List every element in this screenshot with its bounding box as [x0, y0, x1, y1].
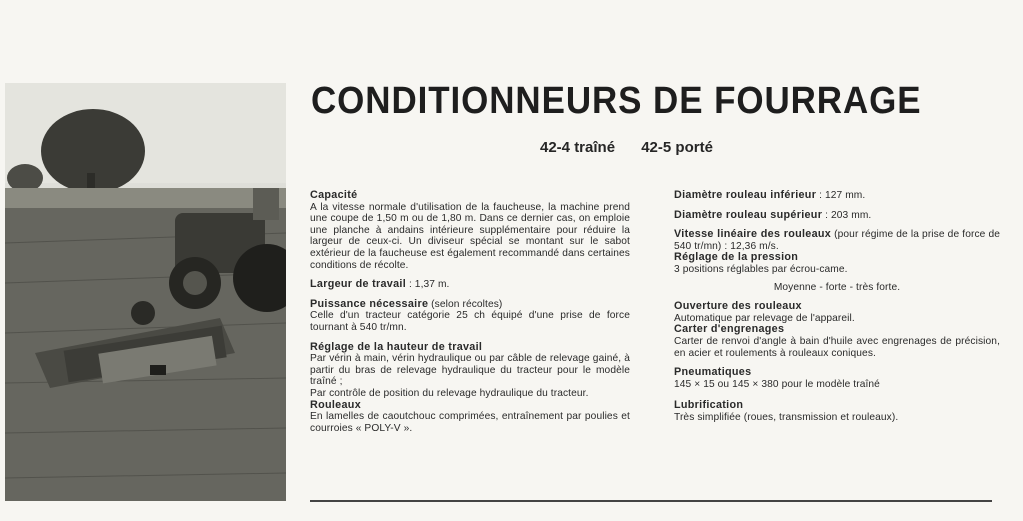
model-subtitle — [540, 139, 735, 156]
bottom-divider — [310, 500, 992, 502]
upper-roller-value: : 203 mm. — [822, 209, 872, 221]
roller-speed-section — [674, 229, 1000, 293]
pressure-heading: Réglage de la pression — [674, 251, 799, 264]
capacity-section — [310, 190, 630, 271]
height-adjust-section — [310, 342, 630, 435]
height-adjust-heading: Réglage de la hauteur de travail — [310, 340, 483, 353]
tyres-heading: Pneumatiques — [674, 366, 752, 379]
width-value: : 1,37 m. — [406, 279, 450, 291]
tractor-photo-icon — [5, 83, 286, 501]
width-section — [310, 279, 630, 291]
tyres-text: 145 × 15 ou 145 × 380 pour le modèle traîné — [674, 378, 880, 390]
pressure-text: 3 positions réglables par écrou-came. — [674, 263, 848, 275]
tyres-section — [674, 367, 1000, 390]
roller-speed-label: Vitesse linéaire des rouleaux — [674, 228, 832, 241]
left-column — [310, 190, 630, 442]
roller-opening-section — [674, 301, 1000, 359]
rollers-heading: Rouleaux — [310, 398, 361, 411]
lower-roller-diameter — [674, 190, 1000, 202]
right-column — [674, 190, 1000, 432]
lower-roller-label: Diamètre rouleau inférieur — [674, 189, 817, 201]
gearbox-heading: Carter d'engrenages — [674, 323, 785, 336]
power-note: (selon récoltes) — [428, 298, 503, 310]
model-trailed: 42-4 traîné — [540, 139, 616, 156]
upper-roller-label: Diamètre rouleau supérieur — [674, 208, 823, 221]
roller-speed-text: (pour régime de la prise de force de 540 tr/mn) : 12,36 m/s. — [674, 229, 1000, 252]
power-section — [310, 299, 630, 334]
roller-opening-heading: Ouverture des rouleaux — [674, 300, 802, 313]
power-label: Puissance nécessaire — [310, 297, 429, 310]
height-adjust-text-2: Par contrôle de position du relevage hydraulique du tracteur. — [310, 387, 589, 399]
model-mounted: 42-5 porté — [641, 139, 713, 156]
capacity-heading: Capacité — [310, 189, 358, 201]
width-label: Largeur de travail — [310, 278, 407, 291]
lubrication-section — [674, 400, 1000, 423]
gearbox-text: Carter de renvoi d'angle à bain d'huile avec engrenages de précision, en acier et roulements à rouleaux coniques. — [674, 335, 1000, 359]
power-text: Celle d'un tracteur catégorie 25 ch équipé d'une prise de force tournant à 540 tr/mn. — [310, 310, 630, 333]
rollers-text: En lamelles de caoutchouc comprimées, entraînement par poulies et courroies « POLY-V ». — [310, 411, 630, 434]
pressure-options: Moyenne - forte - très forte. — [773, 281, 901, 293]
roller-opening-text: Automatique par relevage de l'appareil. — [674, 312, 855, 324]
height-adjust-text-1: Par vérin à main, vérin hydraulique ou par câble de relevage gainé, à partir du bras de relevage hydraulique du tracteur pour le modèle traîné ; — [310, 353, 630, 388]
lubrication-text: Très simplifiée (roues, transmission et rouleaux). — [674, 411, 899, 423]
page-title: CONDITIONNEURS DE FOURRAGE — [311, 80, 922, 122]
tractor-photo — [5, 83, 286, 501]
lubrication-heading: Lubrification — [674, 399, 744, 412]
upper-roller-diameter — [674, 210, 1000, 222]
lower-roller-value: : 127 mm. — [816, 190, 866, 201]
capacity-text: A la vitesse normale d'utilisation de la faucheuse, la machine prend une coupe de 1,50 m ou de 1,80 m. Dans ce dernier cas, on emploie une planche à andains intérieure supplémentaire pour réduire la largeur de ceux-ci. Un diviseur spécial se montant sur le sabot extérieur de la faucheuse est également recommandé dans certaines conditions de récolte. — [310, 201, 630, 271]
